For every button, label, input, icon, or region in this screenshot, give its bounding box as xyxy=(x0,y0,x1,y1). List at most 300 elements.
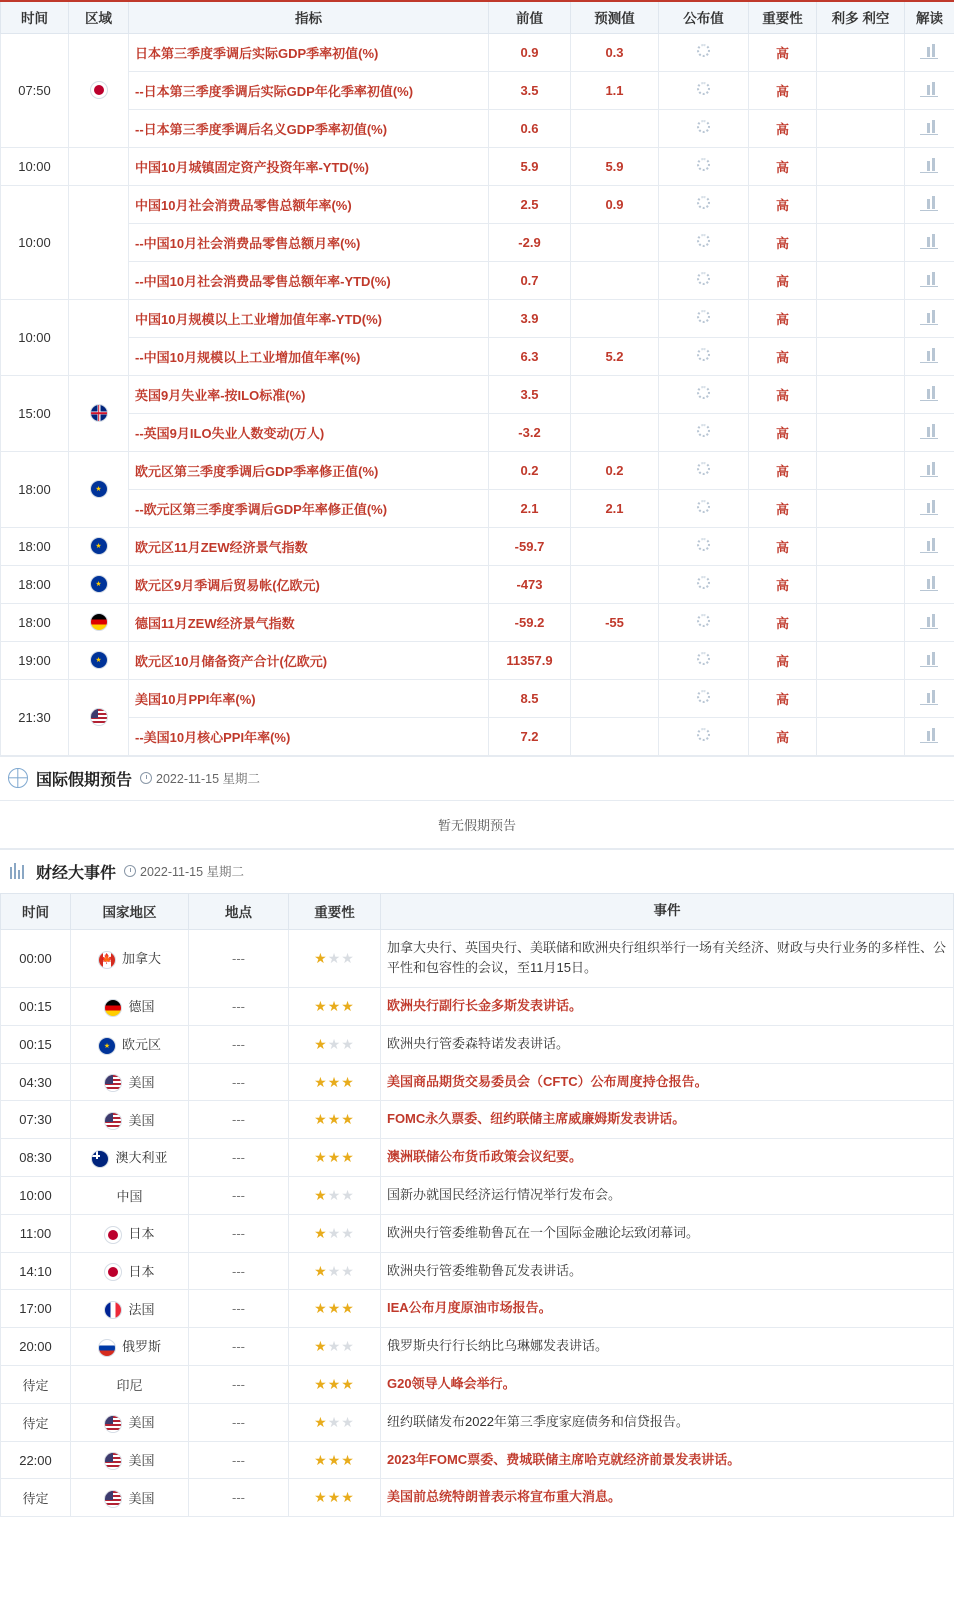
event-place: --- xyxy=(189,1101,289,1139)
events-date xyxy=(124,862,244,880)
event-time: 21:30 xyxy=(1,679,69,755)
events-title: 财经大事件 xyxy=(36,864,117,882)
calendar-row[interactable] xyxy=(1,641,954,679)
chart-icon[interactable] xyxy=(920,651,940,667)
flag-japan-icon xyxy=(104,1263,122,1281)
event-importance xyxy=(289,1328,381,1366)
forecast-value xyxy=(571,717,659,755)
event-place: --- xyxy=(189,988,289,1026)
event-region xyxy=(69,603,129,641)
importance-level: 高 xyxy=(749,109,817,147)
event-time: 18:00 xyxy=(1,527,69,565)
previous-value: 2.1 xyxy=(489,489,571,527)
importance-stars: ★★★ xyxy=(314,1111,355,1128)
flag-usa-icon xyxy=(104,1112,122,1130)
flag-russia-icon xyxy=(98,1339,116,1357)
event-importance xyxy=(289,1252,381,1290)
importance-level: 高 xyxy=(749,375,817,413)
event-time: 15:00 xyxy=(1,375,69,451)
bullish-bearish xyxy=(817,71,905,109)
calendar-row[interactable] xyxy=(1,489,954,527)
event-time: 10:00 xyxy=(1,147,69,185)
event-country xyxy=(71,1101,189,1139)
event-description[interactable]: 欧洲央行副行长金多斯发表讲话。 xyxy=(381,988,954,1026)
published-value xyxy=(659,679,749,717)
events-col-header-2: 地点 xyxy=(189,893,289,929)
globe-icon xyxy=(8,768,28,788)
calendar-row[interactable] xyxy=(1,33,954,71)
chart-icon[interactable] xyxy=(920,81,940,97)
clock-icon xyxy=(140,772,152,784)
published-value xyxy=(659,33,749,71)
event-row[interactable] xyxy=(1,1403,954,1441)
importance-level: 高 xyxy=(749,261,817,299)
interpretation-link[interactable] xyxy=(905,641,954,679)
previous-value: 2.5 xyxy=(489,185,571,223)
loading-spinner-icon xyxy=(697,310,710,323)
importance-stars: ★★★ xyxy=(314,1224,355,1241)
indicator-name[interactable]: 英国9月失业率-按ILO标准(%) xyxy=(129,375,489,413)
event-row[interactable] xyxy=(1,1479,954,1517)
events-table xyxy=(0,893,954,1518)
importance-stars: ★★★ xyxy=(314,1489,355,1506)
calendar-row[interactable] xyxy=(1,413,954,451)
event-description[interactable]: 美国前总统特朗普表示将宣布重大消息。 xyxy=(381,1479,954,1517)
previous-value: 0.2 xyxy=(489,451,571,489)
indicator-name[interactable]: 中国10月社会消费品零售总额年率(%) xyxy=(129,185,489,223)
event-place: --- xyxy=(189,1366,289,1404)
holiday-title: 国际假期预告 xyxy=(36,771,133,789)
forecast-value: 1.1 xyxy=(571,71,659,109)
bullish-bearish xyxy=(817,717,905,755)
forecast-value xyxy=(571,261,659,299)
interpretation-link[interactable] xyxy=(905,565,954,603)
event-time: 07:50 xyxy=(1,33,69,147)
chart-icon[interactable] xyxy=(920,347,940,363)
indicator-name[interactable]: --英国9月ILO失业人数变动(万人) xyxy=(129,413,489,451)
indicator-name[interactable]: 德国11月ZEW经济景气指数 xyxy=(129,603,489,641)
event-time: 08:30 xyxy=(1,1139,71,1177)
event-place: --- xyxy=(189,929,289,988)
events-date-text: 2022-11-15 星期二 xyxy=(140,865,245,879)
previous-value: -59.2 xyxy=(489,603,571,641)
bullish-bearish xyxy=(817,603,905,641)
loading-spinner-icon xyxy=(697,576,710,589)
flag-usa-icon xyxy=(90,708,108,726)
interpretation-link[interactable] xyxy=(905,71,954,109)
event-row[interactable] xyxy=(1,1101,954,1139)
indicator-name[interactable]: --中国10月社会消费品零售总额年率-YTD(%) xyxy=(129,261,489,299)
importance-level: 高 xyxy=(749,413,817,451)
loading-spinner-icon xyxy=(697,728,710,741)
chart-icon[interactable] xyxy=(920,537,940,553)
calendar-row[interactable] xyxy=(1,337,954,375)
published-value xyxy=(659,71,749,109)
importance-stars: ★★★ xyxy=(314,1262,355,1279)
country-label: 美国 xyxy=(128,1452,155,1468)
indicator-name[interactable]: 欧元区11月ZEW经济景气指数 xyxy=(129,527,489,565)
bullish-bearish xyxy=(817,527,905,565)
event-description[interactable]: 加拿大央行、英国央行、美联储和欧洲央行组织举行一场有关经济、财政与央行业务的多样性、公平性和包容性的会议，至11月15日。 xyxy=(381,929,954,988)
event-region xyxy=(69,299,129,375)
event-importance xyxy=(289,1214,381,1252)
event-description[interactable]: 俄罗斯央行行长纳比乌琳娜发表讲话。 xyxy=(381,1328,954,1366)
country-label: 欧元区 xyxy=(121,1037,161,1052)
chart-icon[interactable] xyxy=(920,499,940,515)
event-row[interactable] xyxy=(1,1177,954,1215)
bullish-bearish xyxy=(817,299,905,337)
calendar-row[interactable] xyxy=(1,451,954,489)
events-section-header xyxy=(0,849,954,893)
chart-icon[interactable] xyxy=(920,385,940,401)
event-country xyxy=(71,1441,189,1479)
calendar-body xyxy=(1,33,954,755)
event-description[interactable]: 纽约联储发布2022年第三季度家庭债务和信贷报告。 xyxy=(381,1403,954,1441)
published-value xyxy=(659,565,749,603)
country-label: 加拿大 xyxy=(121,951,161,967)
event-description[interactable]: FOMC永久票委、纽约联储主席威廉姆斯发表讲话。 xyxy=(381,1101,954,1139)
calendar-row[interactable] xyxy=(1,375,954,413)
indicator-name[interactable]: 中国10月规模以上工业增加值年率-YTD(%) xyxy=(129,299,489,337)
event-region xyxy=(69,451,129,527)
chart-icon[interactable] xyxy=(920,309,940,325)
event-importance xyxy=(289,1366,381,1404)
event-time: 17:00 xyxy=(1,1290,71,1328)
interpretation-link[interactable] xyxy=(905,413,954,451)
flag-japan-icon xyxy=(90,81,108,99)
event-country xyxy=(71,1252,189,1290)
previous-value: 0.6 xyxy=(489,109,571,147)
event-importance xyxy=(289,1403,381,1441)
forecast-value xyxy=(571,679,659,717)
bullish-bearish xyxy=(817,413,905,451)
calendar-row[interactable] xyxy=(1,71,954,109)
published-value xyxy=(659,413,749,451)
importance-level: 高 xyxy=(749,185,817,223)
event-country xyxy=(71,1063,189,1101)
event-region xyxy=(69,565,129,603)
interpretation-link[interactable] xyxy=(905,375,954,413)
loading-spinner-icon xyxy=(697,82,710,95)
importance-stars: ★★★ xyxy=(314,1413,355,1430)
forecast-value: 0.9 xyxy=(571,185,659,223)
events-header xyxy=(1,893,954,929)
interpretation-link[interactable] xyxy=(905,299,954,337)
importance-stars: ★★★ xyxy=(314,1300,355,1317)
country-label: 印尼 xyxy=(116,1377,143,1393)
loading-spinner-icon xyxy=(697,44,710,57)
chart-icon[interactable] xyxy=(920,157,940,173)
interpretation-link[interactable] xyxy=(905,185,954,223)
country-label: 美国 xyxy=(128,1414,155,1430)
importance-stars: ★★★ xyxy=(314,1073,355,1090)
event-description[interactable]: G20领导人峰会举行。 xyxy=(381,1366,954,1404)
indicator-name[interactable]: --欧元区第三季度季调后GDP年率修正值(%) xyxy=(129,489,489,527)
event-country xyxy=(71,1025,189,1063)
importance-level: 高 xyxy=(749,33,817,71)
flag-germany-icon xyxy=(90,613,108,631)
flag-eu-icon xyxy=(90,537,108,555)
clock-icon xyxy=(124,865,136,877)
event-row[interactable] xyxy=(1,1441,954,1479)
published-value xyxy=(659,489,749,527)
calendar-row[interactable] xyxy=(1,527,954,565)
country-label: 日本 xyxy=(128,1263,155,1279)
importance-stars: ★★★ xyxy=(314,1186,355,1203)
event-row[interactable] xyxy=(1,1139,954,1177)
loading-spinner-icon xyxy=(697,348,710,361)
event-place: --- xyxy=(189,1290,289,1328)
indicator-name[interactable]: --美国10月核心PPI年率(%) xyxy=(129,717,489,755)
importance-level: 高 xyxy=(749,641,817,679)
country-label: 德国 xyxy=(128,999,155,1015)
country-label: 中国 xyxy=(116,1188,143,1204)
calendar-row[interactable] xyxy=(1,109,954,147)
event-description[interactable]: 欧洲央行管委森特诺发表讲话。 xyxy=(381,1025,954,1063)
importance-stars: ★★★ xyxy=(314,997,355,1014)
holiday-section-header xyxy=(0,756,954,800)
previous-value: 3.5 xyxy=(489,375,571,413)
indicator-name[interactable]: 日本第三季度季调后实际GDP季率初值(%) xyxy=(129,33,489,71)
previous-value: 0.7 xyxy=(489,261,571,299)
indicator-name[interactable]: --日本第三季度季调后实际GDP年化季率初值(%) xyxy=(129,71,489,109)
event-time: 19:00 xyxy=(1,641,69,679)
indicator-name[interactable]: 中国10月城镇固定资产投资年率-YTD(%) xyxy=(129,147,489,185)
country-label: 法国 xyxy=(128,1301,155,1317)
loading-spinner-icon xyxy=(697,652,710,665)
event-row[interactable] xyxy=(1,1290,954,1328)
flag-eu-icon xyxy=(90,575,108,593)
chart-icon[interactable] xyxy=(920,689,940,705)
forecast-value xyxy=(571,375,659,413)
loading-spinner-icon xyxy=(697,158,710,171)
event-importance xyxy=(289,1177,381,1215)
importance-level: 高 xyxy=(749,71,817,109)
interpretation-link[interactable] xyxy=(905,717,954,755)
event-row[interactable] xyxy=(1,1328,954,1366)
indicator-name[interactable]: 欧元区10月储备资产合计(亿欧元) xyxy=(129,641,489,679)
event-row[interactable] xyxy=(1,1025,954,1063)
calendar-col-header-7: 利多 利空 xyxy=(817,1,905,33)
forecast-value: 5.2 xyxy=(571,337,659,375)
calendar-row[interactable] xyxy=(1,147,954,185)
indicator-name[interactable]: 欧元区9月季调后贸易帐(亿欧元) xyxy=(129,565,489,603)
event-row[interactable] xyxy=(1,1063,954,1101)
chart-icon[interactable] xyxy=(920,43,940,59)
interpretation-link[interactable] xyxy=(905,603,954,641)
bullish-bearish xyxy=(817,565,905,603)
event-importance xyxy=(289,1479,381,1517)
event-place: --- xyxy=(189,1441,289,1479)
previous-value: 0.9 xyxy=(489,33,571,71)
importance-level: 高 xyxy=(749,337,817,375)
event-time: 待定 xyxy=(1,1479,71,1517)
calendar-row[interactable] xyxy=(1,223,954,261)
published-value xyxy=(659,451,749,489)
bullish-bearish xyxy=(817,679,905,717)
event-country xyxy=(71,1328,189,1366)
event-time: 待定 xyxy=(1,1403,71,1441)
event-time: 04:30 xyxy=(1,1063,71,1101)
country-label: 美国 xyxy=(128,1074,155,1090)
loading-spinner-icon xyxy=(697,690,710,703)
interpretation-link[interactable] xyxy=(905,337,954,375)
calendar-col-header-1: 区域 xyxy=(69,1,129,33)
events-col-header-1: 国家地区 xyxy=(71,893,189,929)
flag-australia-icon xyxy=(91,1150,109,1168)
chart-icon[interactable] xyxy=(920,271,940,287)
event-time: 20:00 xyxy=(1,1328,71,1366)
interpretation-link[interactable] xyxy=(905,679,954,717)
chart-icon[interactable] xyxy=(920,461,940,477)
bullish-bearish xyxy=(817,375,905,413)
indicator-name[interactable]: 美国10月PPI年率(%) xyxy=(129,679,489,717)
calendar-col-header-4: 预测值 xyxy=(571,1,659,33)
flag-eu-icon xyxy=(90,480,108,498)
published-value xyxy=(659,223,749,261)
indicator-name[interactable]: 欧元区第三季度季调后GDP季率修正值(%) xyxy=(129,451,489,489)
interpretation-link[interactable] xyxy=(905,147,954,185)
published-value xyxy=(659,375,749,413)
calendar-row[interactable] xyxy=(1,261,954,299)
indicator-name[interactable]: --中国10月规模以上工业增加值年率(%) xyxy=(129,337,489,375)
bullish-bearish xyxy=(817,337,905,375)
importance-level: 高 xyxy=(749,527,817,565)
flag-germany-icon xyxy=(104,999,122,1017)
event-country xyxy=(71,1214,189,1252)
event-importance xyxy=(289,988,381,1026)
event-description[interactable]: 欧洲央行管委维勒鲁瓦发表讲话。 xyxy=(381,1252,954,1290)
event-row[interactable] xyxy=(1,988,954,1026)
calendar-row[interactable] xyxy=(1,717,954,755)
flag-france-icon xyxy=(104,1301,122,1319)
loading-spinner-icon xyxy=(697,538,710,551)
published-value xyxy=(659,261,749,299)
flag-usa-icon xyxy=(104,1415,122,1433)
event-place: --- xyxy=(189,1214,289,1252)
published-value xyxy=(659,527,749,565)
event-region xyxy=(69,375,129,451)
importance-stars: ★★★ xyxy=(314,1451,355,1468)
events-body xyxy=(1,929,954,1517)
previous-value: 3.5 xyxy=(489,71,571,109)
event-description[interactable]: 2023年FOMC票委、费城联储主席哈克就经济前景发表讲话。 xyxy=(381,1441,954,1479)
bullish-bearish xyxy=(817,451,905,489)
bullish-bearish xyxy=(817,641,905,679)
events-col-header-4: 事件 xyxy=(381,893,954,929)
event-time: 10:00 xyxy=(1,185,69,299)
event-time: 00:15 xyxy=(1,988,71,1026)
calendar-row[interactable] xyxy=(1,299,954,337)
event-row[interactable] xyxy=(1,1214,954,1252)
indicator-name[interactable]: --日本第三季度季调后名义GDP季率初值(%) xyxy=(129,109,489,147)
event-description[interactable]: 美国商品期货交易委员会（CFTC）公布周度持仓报告。 xyxy=(381,1063,954,1101)
published-value xyxy=(659,337,749,375)
forecast-value: 0.2 xyxy=(571,451,659,489)
chart-icon[interactable] xyxy=(920,233,940,249)
holiday-date xyxy=(140,769,260,787)
published-value xyxy=(659,147,749,185)
chart-icon[interactable] xyxy=(920,195,940,211)
event-time: 14:10 xyxy=(1,1252,71,1290)
chart-icon[interactable] xyxy=(920,575,940,591)
event-time: 22:00 xyxy=(1,1441,71,1479)
event-importance xyxy=(289,1063,381,1101)
holiday-date-text: 2022-11-15 星期二 xyxy=(156,772,261,786)
published-value xyxy=(659,299,749,337)
calendar-col-header-2: 指标 xyxy=(129,1,489,33)
importance-stars: ★★★ xyxy=(314,949,355,966)
previous-value: -2.9 xyxy=(489,223,571,261)
event-time: 18:00 xyxy=(1,565,69,603)
event-time: 07:30 xyxy=(1,1101,71,1139)
event-description[interactable]: IEA公布月度原油市场报告。 xyxy=(381,1290,954,1328)
event-description[interactable]: 欧洲央行管委维勒鲁瓦在一个国际金融论坛致闭幕词。 xyxy=(381,1214,954,1252)
flag-usa-icon xyxy=(104,1490,122,1508)
calendar-row[interactable] xyxy=(1,565,954,603)
event-row[interactable] xyxy=(1,929,954,988)
importance-level: 高 xyxy=(749,147,817,185)
chart-icon[interactable] xyxy=(920,613,940,629)
bullish-bearish xyxy=(817,489,905,527)
event-row[interactable] xyxy=(1,1366,954,1404)
loading-spinner-icon xyxy=(697,196,710,209)
importance-stars: ★★★ xyxy=(314,1375,355,1392)
event-country xyxy=(71,1139,189,1177)
event-place: --- xyxy=(189,1177,289,1215)
interpretation-link[interactable] xyxy=(905,33,954,71)
event-row[interactable] xyxy=(1,1252,954,1290)
event-importance xyxy=(289,1290,381,1328)
calendar-row[interactable] xyxy=(1,679,954,717)
event-time: 10:00 xyxy=(1,299,69,375)
event-time: 11:00 xyxy=(1,1214,71,1252)
event-time: 18:00 xyxy=(1,603,69,641)
calendar-col-header-0: 时间 xyxy=(1,1,69,33)
event-description[interactable]: 澳洲联储公布货币政策会议纪要。 xyxy=(381,1139,954,1177)
events-col-header-3: 重要性 xyxy=(289,893,381,929)
event-time: 10:00 xyxy=(1,1177,71,1215)
interpretation-link[interactable] xyxy=(905,451,954,489)
country-label: 俄罗斯 xyxy=(121,1339,161,1355)
interpretation-link[interactable] xyxy=(905,223,954,261)
forecast-value xyxy=(571,527,659,565)
importance-level: 高 xyxy=(749,489,817,527)
chart-icon[interactable] xyxy=(920,423,940,439)
event-description[interactable]: 国新办就国民经济运行情况举行发布会。 xyxy=(381,1177,954,1215)
event-importance xyxy=(289,1025,381,1063)
calendar-col-header-8: 解读 xyxy=(905,1,954,33)
interpretation-link[interactable] xyxy=(905,261,954,299)
chart-icon[interactable] xyxy=(920,119,940,135)
importance-level: 高 xyxy=(749,223,817,261)
calendar-col-header-3: 前值 xyxy=(489,1,571,33)
event-time: 18:00 xyxy=(1,451,69,527)
calendar-row[interactable] xyxy=(1,603,954,641)
flag-canada-icon: 🍁 xyxy=(98,951,116,969)
interpretation-link[interactable] xyxy=(905,109,954,147)
event-region xyxy=(69,33,129,147)
interpretation-link[interactable] xyxy=(905,489,954,527)
events-icon xyxy=(8,861,28,881)
interpretation-link[interactable] xyxy=(905,527,954,565)
country-label: 美国 xyxy=(128,1490,155,1506)
indicator-name[interactable]: --中国10月社会消费品零售总额月率(%) xyxy=(129,223,489,261)
importance-level: 高 xyxy=(749,451,817,489)
calendar-row[interactable] xyxy=(1,185,954,223)
previous-value: 11357.9 xyxy=(489,641,571,679)
chart-icon[interactable] xyxy=(920,727,940,743)
